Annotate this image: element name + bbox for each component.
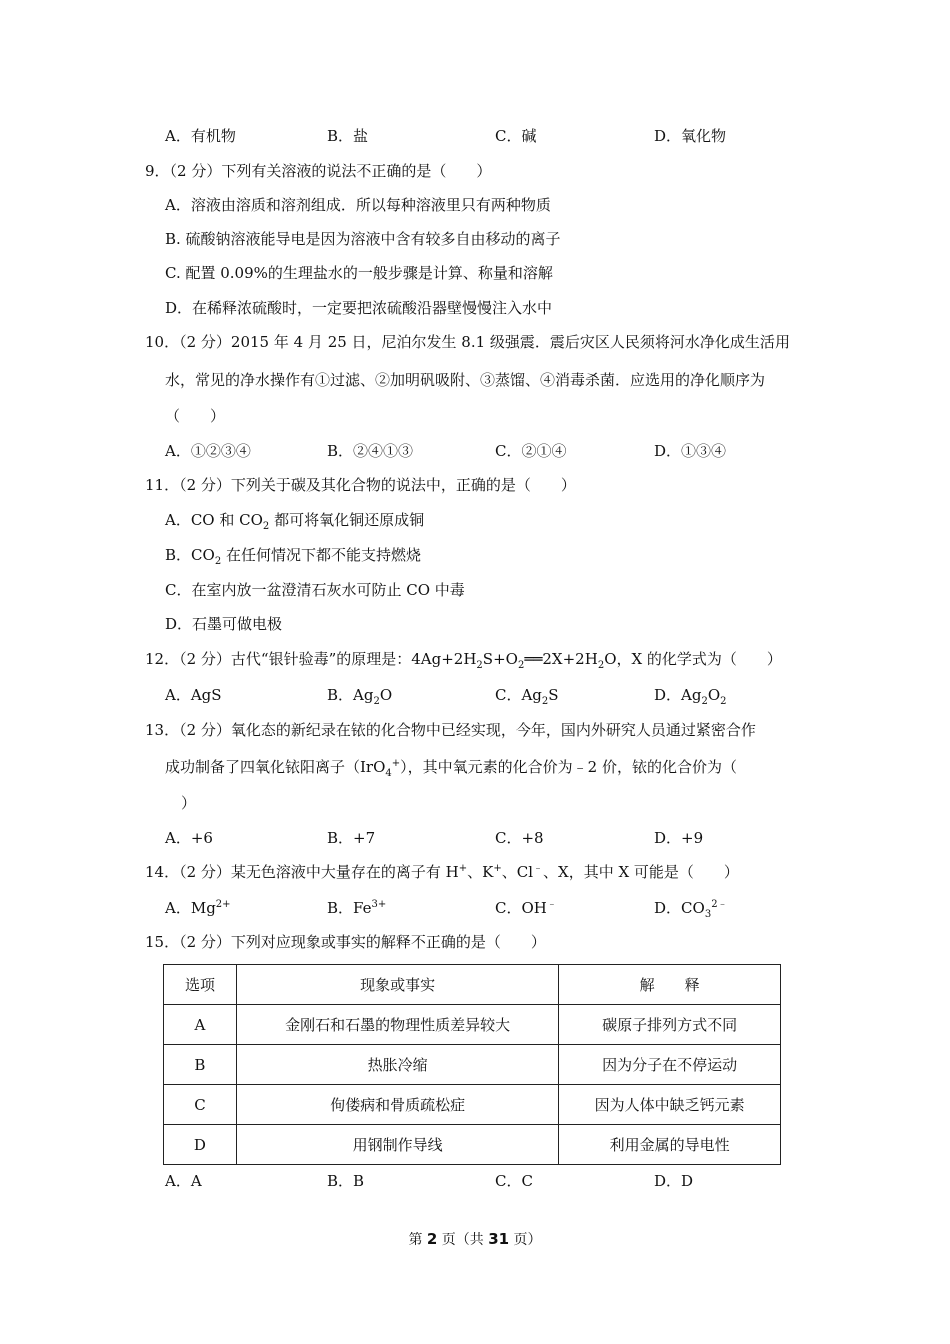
q15-option-a: A．A [165, 1172, 202, 1190]
table-cell: 金刚石和石墨的物理性质差异较大 [236, 1005, 558, 1045]
q14-option-b: B．$Fe^{3+}$ [327, 899, 387, 917]
q15-option-c: C．C [495, 1172, 533, 1190]
q9-stem: 9．（2 分）下列有关溶液的说法不正确的是（ ） [145, 162, 492, 180]
table-row [164, 1045, 781, 1085]
table-header-cell: 解 释 [559, 965, 781, 1005]
q8-option-c: C．碱 [495, 127, 537, 145]
table-cell: 热胀冷缩 [236, 1045, 558, 1085]
table-cell: C [164, 1085, 237, 1125]
q11-option-c: C．在室内放一盆澄清石灰水可防止 CO 中毒 [165, 581, 465, 599]
q15-stem: 15．（2 分）下列对应现象或事实的解释不正确的是（ ） [145, 933, 546, 951]
q9-option-d: D．在稀释浓硫酸时，一定要把浓硫酸沿器壁慢慢注入水中 [165, 299, 553, 317]
q9-option-c: C. 配置 0.09%的生理盐水的一般步骤是计算、称量和溶解 [165, 264, 553, 282]
table-header-row [164, 965, 781, 1005]
table-cell: B [164, 1045, 237, 1085]
q10-option-b: B．②④①③ [327, 442, 414, 460]
table-row [164, 1085, 781, 1125]
q12-option-b: B．$Ag_2O$ [327, 686, 393, 707]
q12-stem: 12．（2 分）古代“银针验毒”的原理是：$4Ag+2H_2S+O_2══2X+2H_2O$，X 的化学式为（ ） [145, 650, 782, 671]
q13-option-b: B．+7 [327, 829, 376, 847]
q11-option-b: B．$CO_2$ 在任何情况下都不能支持燃烧 [165, 546, 421, 567]
table-cell: 因为人体中缺乏钙元素 [559, 1085, 781, 1125]
q13-stem-line2: 成功制备了四氧化铱阳离子（IrO$_4$+），其中氧元素的化合价为﹣2 价，铱的化合价为（ [165, 758, 737, 779]
table-cell: 利用金属的导电性 [559, 1125, 781, 1165]
total-page-number: 31 [488, 1230, 510, 1248]
q14-option-d: D．$CO_3^{2﹣}$ [654, 899, 728, 920]
table-header-cell: 现象或事实 [236, 965, 558, 1005]
q11-stem: 11．（2 分）下列关于碳及其化合物的说法中，正确的是（ ） [145, 476, 576, 494]
q12-option-d: D．$Ag_2O_2$ [654, 686, 727, 707]
table-row [164, 1005, 781, 1045]
q11-option-d: D．石墨可做电极 [165, 615, 283, 633]
q12-option-a: A．AgS [165, 686, 222, 704]
q10-stem: 10．（2 分）2015 年 4 月 25 日，尼泊尔发生 8.1 级强震．震后灾区人民须将河水净化成生活用 [145, 333, 790, 351]
q10-stem-line2: 水，常见的净水操作有①过滤、②加明矾吸附、③蒸馏、④消毒杀菌．应选用的净化顺序为 [165, 371, 766, 389]
table-cell: D [164, 1125, 237, 1165]
q14-option-c: C．OH﹣ [495, 899, 557, 917]
table-cell: 佝偻病和骨质疏松症 [236, 1085, 558, 1125]
table-header-cell: 选项 [164, 965, 237, 1005]
q10-option-c: C．②①④ [495, 442, 567, 460]
q8-option-a: A．有机物 [165, 127, 236, 145]
q9-option-b: B. 硫酸钠溶液能导电是因为溶液中含有较多自由移动的离子 [165, 230, 561, 248]
q12-option-c: C．$Ag_2S$ [495, 686, 559, 707]
q15-table [163, 964, 781, 1165]
table-cell: 碳原子排列方式不同 [559, 1005, 781, 1045]
q10-stem-line3: （ ） [165, 407, 226, 425]
q14-option-a: A．$Mg^{2+}$ [165, 899, 231, 917]
current-page-number: 2 [426, 1230, 438, 1248]
q13-option-a: A．+6 [165, 829, 213, 847]
q13-option-d: D．+9 [654, 829, 704, 847]
q13-stem: 13．（2 分）氧化态的新纪录在铱的化合物中已经实现，今年，国内外研究人员通过紧密合作 [145, 721, 756, 739]
q13-stem-line3: ） [181, 794, 197, 812]
q8-option-b: B．盐 [327, 127, 369, 145]
q10-option-d: D．①③④ [654, 442, 727, 460]
table-row [164, 1125, 781, 1165]
q13-option-c: C．+8 [495, 829, 544, 847]
q14-stem: 14．（2 分）某无色溶液中大量存在的离子有 H+、K+、Cl﹣、X，其中 X 可能是（ ） [145, 863, 739, 881]
q10-option-a: A．①②③④ [165, 442, 251, 460]
q15-option-b: B．B [327, 1172, 365, 1190]
table-cell: 用钢制作导线 [236, 1125, 558, 1165]
q8-option-d: D．氧化物 [654, 127, 727, 145]
table-cell: A [164, 1005, 237, 1045]
q9-option-a: A．溶液由溶质和溶剂组成．所以每种溶液里只有两种物质 [165, 196, 551, 214]
q11-option-a: A．CO 和 $CO_2$ 都可将氧化铜还原成铜 [165, 511, 425, 532]
table-cell: 因为分子在不停运动 [559, 1045, 781, 1085]
page-footer: 第 2 页（共 31 页） [408, 1230, 542, 1248]
q15-option-d: D．D [654, 1172, 694, 1190]
